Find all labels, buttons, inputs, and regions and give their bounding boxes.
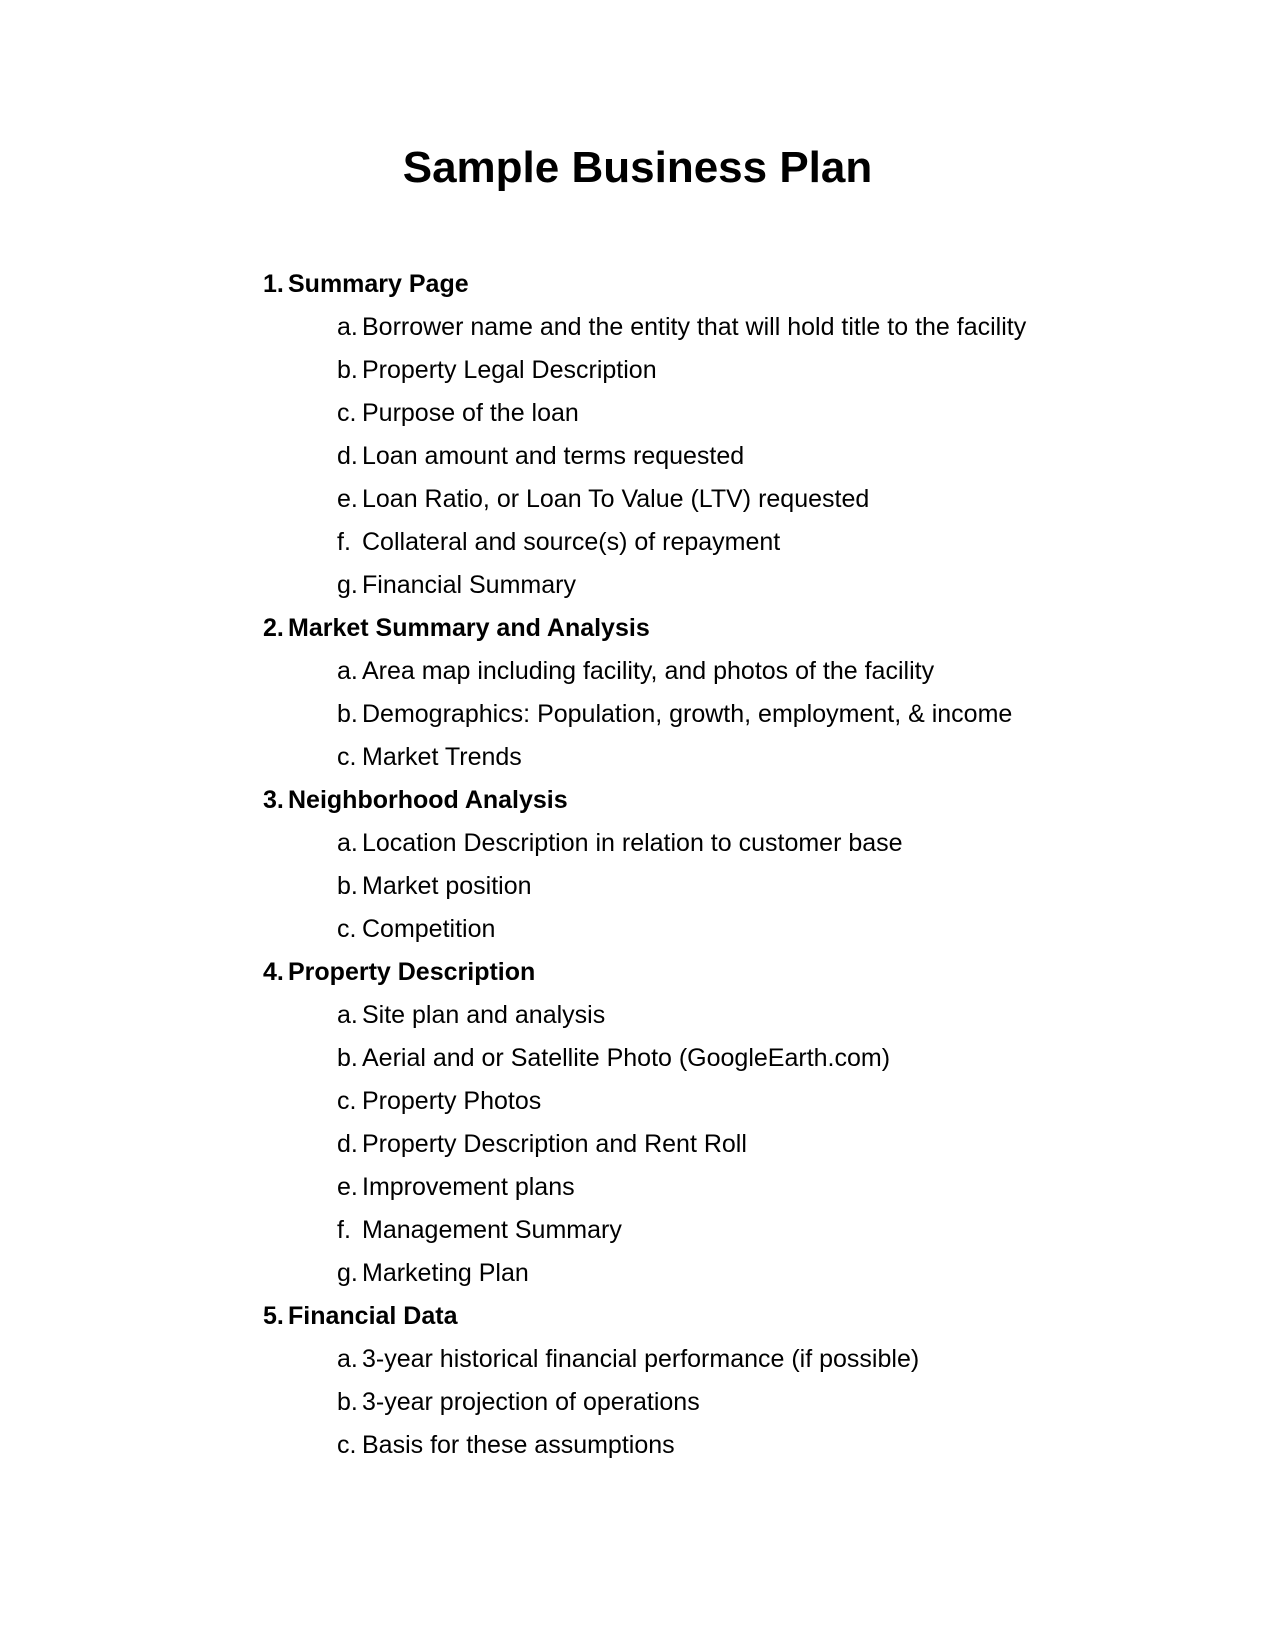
item-text: Location Description in relation to customer base bbox=[362, 829, 903, 857]
item-letter: c. bbox=[337, 743, 357, 771]
item-text: Property Description and Rent Roll bbox=[362, 1130, 747, 1158]
item-letter: c. bbox=[337, 1087, 357, 1115]
item-letter: b. bbox=[337, 1044, 358, 1072]
section-number: 1. bbox=[263, 270, 284, 298]
item-text: Purpose of the loan bbox=[362, 399, 579, 427]
item-text: Area map including facility, and photos of the facility bbox=[362, 657, 935, 685]
item-letter: a. bbox=[337, 313, 358, 341]
section-heading-text: Market Summary and Analysis bbox=[288, 614, 650, 642]
item-letter: e. bbox=[337, 1173, 358, 1201]
outline-item-row bbox=[263, 693, 1155, 736]
item-text: Improvement plans bbox=[362, 1173, 575, 1201]
section-heading-text: Financial Data bbox=[288, 1302, 458, 1330]
item-text: Competition bbox=[362, 915, 496, 943]
item-text: Market position bbox=[362, 872, 532, 900]
outline-item-row bbox=[263, 1252, 1155, 1295]
outline-item-row bbox=[263, 349, 1155, 392]
outline-item-row bbox=[263, 478, 1155, 521]
section-number: 2. bbox=[263, 614, 284, 642]
item-text: Basis for these assumptions bbox=[362, 1431, 675, 1459]
outline-item-row bbox=[263, 1080, 1155, 1123]
outline-item-row bbox=[263, 650, 1155, 693]
item-letter: d. bbox=[337, 1130, 358, 1158]
item-letter: f. bbox=[337, 528, 351, 556]
section-number: 4. bbox=[263, 958, 284, 986]
item-text: Marketing Plan bbox=[362, 1259, 529, 1287]
item-text: Market Trends bbox=[362, 743, 522, 771]
item-letter: b. bbox=[337, 700, 358, 728]
section-heading-row bbox=[263, 951, 1155, 994]
item-letter: a. bbox=[337, 1345, 358, 1373]
item-letter: f. bbox=[337, 1216, 351, 1244]
section-heading-row bbox=[263, 263, 1155, 306]
item-letter: e. bbox=[337, 485, 358, 513]
section-heading-text: Neighborhood Analysis bbox=[288, 786, 568, 814]
item-letter: a. bbox=[337, 829, 358, 857]
outline-item-row bbox=[263, 306, 1155, 349]
item-letter: g. bbox=[337, 571, 358, 599]
section-number: 3. bbox=[263, 786, 284, 814]
outline-item-row bbox=[263, 908, 1155, 951]
document-title: Sample Business Plan bbox=[402, 143, 873, 192]
outline-item-row bbox=[263, 736, 1155, 779]
item-letter: c. bbox=[337, 915, 357, 943]
item-text: Management Summary bbox=[362, 1216, 622, 1244]
item-letter: a. bbox=[337, 657, 358, 685]
item-text: Aerial and or Satellite Photo (GoogleEarth.com) bbox=[362, 1044, 891, 1072]
item-letter: b. bbox=[337, 872, 358, 900]
section-heading-row bbox=[263, 1295, 1155, 1338]
outline-item-row bbox=[263, 994, 1155, 1037]
item-text: Demographics: Population, growth, employment, & income bbox=[362, 700, 1013, 728]
item-letter: b. bbox=[337, 1388, 358, 1416]
outline-item-row bbox=[263, 1166, 1155, 1209]
item-text: Property Legal Description bbox=[362, 356, 657, 384]
business-plan-outline bbox=[263, 263, 1155, 1467]
outline-item-row bbox=[263, 1209, 1155, 1252]
section-heading-text: Property Description bbox=[288, 958, 536, 986]
outline-item-row bbox=[263, 521, 1155, 564]
outline-item-row bbox=[263, 564, 1155, 607]
item-text: Site plan and analysis bbox=[362, 1001, 606, 1029]
item-text: Borrower name and the entity that will hold title to the facility bbox=[362, 313, 1027, 341]
section-heading-text: Summary Page bbox=[288, 270, 469, 298]
section-number: 5. bbox=[263, 1302, 284, 1330]
item-letter: b. bbox=[337, 356, 358, 384]
item-text: Loan Ratio, or Loan To Value (LTV) requested bbox=[362, 485, 870, 513]
item-letter: d. bbox=[337, 442, 358, 470]
item-letter: c. bbox=[337, 1431, 357, 1459]
outline-item-row bbox=[263, 1381, 1155, 1424]
section-heading-row bbox=[263, 779, 1155, 822]
section-heading-row bbox=[263, 607, 1155, 650]
outline-item-row bbox=[263, 1424, 1155, 1467]
outline-item-row bbox=[263, 392, 1155, 435]
item-text: Collateral and source(s) of repayment bbox=[362, 528, 781, 556]
outline-item-row bbox=[263, 822, 1155, 865]
item-text: 3-year historical financial performance (if possible) bbox=[362, 1345, 920, 1373]
item-text: Loan amount and terms requested bbox=[362, 442, 745, 470]
outline-item-row bbox=[263, 435, 1155, 478]
outline-item-row bbox=[263, 1037, 1155, 1080]
outline-item-row bbox=[263, 1338, 1155, 1381]
outline-item-row bbox=[263, 1123, 1155, 1166]
item-text: Property Photos bbox=[362, 1087, 542, 1115]
item-letter: a. bbox=[337, 1001, 358, 1029]
item-text: Financial Summary bbox=[362, 571, 576, 599]
outline-item-row bbox=[263, 865, 1155, 908]
item-letter: c. bbox=[337, 399, 357, 427]
item-letter: g. bbox=[337, 1259, 358, 1287]
item-text: 3-year projection of operations bbox=[362, 1388, 700, 1416]
